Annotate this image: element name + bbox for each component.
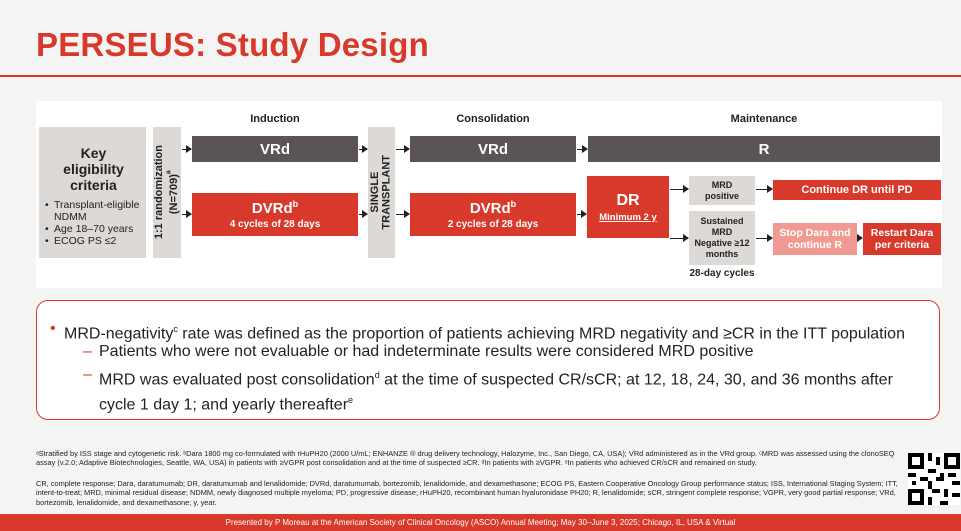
arrow [396, 214, 409, 215]
eligibility-item: • Transplant-eligible NDMM [45, 199, 140, 223]
presentation-footer: Presented by P Moreau at the American Society of Clinical Oncology (ASCO) Annual Meeting; May 30–June 3, 2025; Chicago, IL, USA & Virtual [0, 514, 961, 531]
mrd-sub-bullet [83, 342, 933, 362]
arrow [182, 214, 191, 215]
eligibility-item: • ECOG PS ≤2 [45, 235, 117, 247]
page-title: PERSEUS: Study Design [36, 26, 429, 63]
arrow [182, 149, 191, 150]
eligibility-box [39, 127, 146, 258]
mrd-bullet [50, 319, 930, 344]
eligibility-list [45, 199, 142, 247]
mrd-bullet-text: MRD-negativity$^c$ rate was defined as the proportion of patients achieving MRD negativity and ≥CR in the ITT population [64, 324, 905, 343]
bullet-icon: • [50, 320, 56, 337]
cycles-note: 28-day cycles [689, 268, 755, 279]
arrow [857, 238, 862, 239]
single-transplant-box [368, 127, 395, 258]
arrow [670, 238, 688, 239]
arrow [756, 238, 772, 239]
restart-dara-box: Restart Dara per criteria [863, 223, 941, 255]
phase-consolidation: Consolidation [456, 113, 530, 125]
title-divider [0, 75, 961, 77]
vrd-consolidation-box: VRd [410, 136, 576, 162]
abbreviations: CR, complete response; Dara, daratumumab; DR, daratumumab and lenalidomide; DVRd, daratumumab, bortezomib, lenalidomide, and dexamethasone; ECOG PS, Eastern Cooperative Oncology Group performance status; ISS, International Staging System; ITT, intent-to-treat; MRD, minimal residual disease; NDMM, newly diagnosed multiple myeloma; PD, progressive disease; rHuPH20, recombinant human hyaluronidase PH20; R, lenalidomide; sCR, stringent complete response; VGPR, very good partial response; VRd, bortezomib, lenalidomide, and dexamethasone; y, year. [36, 479, 898, 507]
dash-icon: – [83, 366, 92, 383]
mrd-positive-box: MRD positive [689, 176, 755, 205]
dvrd-consolidation-box [410, 193, 576, 236]
dvrd-consolidation-cycles: 2 cycles of 28 days [447, 219, 539, 230]
dash-icon: – [83, 343, 92, 360]
arrow [577, 214, 586, 215]
mrd-sub-bullet-text: Patients who were not evaluable or had indeterminate results were considered MRD positive [99, 343, 754, 360]
arrow [670, 189, 688, 190]
arrow [359, 214, 367, 215]
vrd-induction-box: VRd [192, 136, 358, 162]
eligibility-heading: Key eligibility criteria [63, 145, 124, 193]
dvrd-induction-name: DVRd$^b$ [251, 199, 299, 217]
dvrd-induction-cycles: 4 cycles of 28 days [229, 219, 321, 230]
sustained-mrd-negative-box: Sustained MRD Negative ≥12 months [689, 211, 755, 265]
continue-dr-box: Continue DR until PD [773, 180, 941, 200]
stop-dara-box: Stop Dara and continue R [773, 223, 857, 255]
dr-minimum: Minimum 2 y [599, 211, 657, 223]
phase-induction: Induction [250, 113, 300, 125]
arrow [359, 149, 367, 150]
arrow [577, 149, 587, 150]
footnotes: ᵃStratified by ISS stage and cytogenetic risk. ᵇDara 1800 mg co-formulated with rHuPH20 (2000 U/mL; ENHANZE ® drug delivery technology, Halozyme, Inc., San Diego, CA, USA); VRd administered as in the VRd group. ᶜMRD was assessed using the clonoSEQ assay (v.2.0; Adaptive Biotechnologies, Seattle, WA, USA) in patients with ≥VGPR post consolidation and at the time of suspected ≥CR. ᵈIn patients with ≥VGPR. ᵉIn patients who achieved CR/sCR and remained on study. [36, 449, 895, 468]
dr-box [587, 176, 669, 238]
r-maintenance-box: R [588, 136, 940, 162]
qr-code-icon[interactable] [908, 453, 960, 505]
mrd-sub-bullet [83, 365, 923, 416]
phase-maintenance: Maintenance [730, 113, 798, 125]
randomization-box [153, 127, 181, 258]
dvrd-consolidation-name: DVRd$^b$ [469, 199, 517, 217]
dvrd-induction-box [192, 193, 358, 236]
transplant-label: SINGLE TRANSPLANT [368, 155, 393, 230]
randomization-label: 1:1 randomization (N=709)$^a$ [152, 145, 180, 240]
arrow [396, 149, 409, 150]
eligibility-item: • Age 18–70 years [45, 223, 134, 235]
dr-name: DR [616, 191, 640, 209]
arrow [756, 189, 772, 190]
mrd-sub-bullet-text: MRD was evaluated post consolidation$^d$ at the time of suspected CR/sCR; at 12, 18, 24, 30, and 36 months after cycle 1 day 1; and yearly thereafter$^e$ [99, 370, 893, 414]
